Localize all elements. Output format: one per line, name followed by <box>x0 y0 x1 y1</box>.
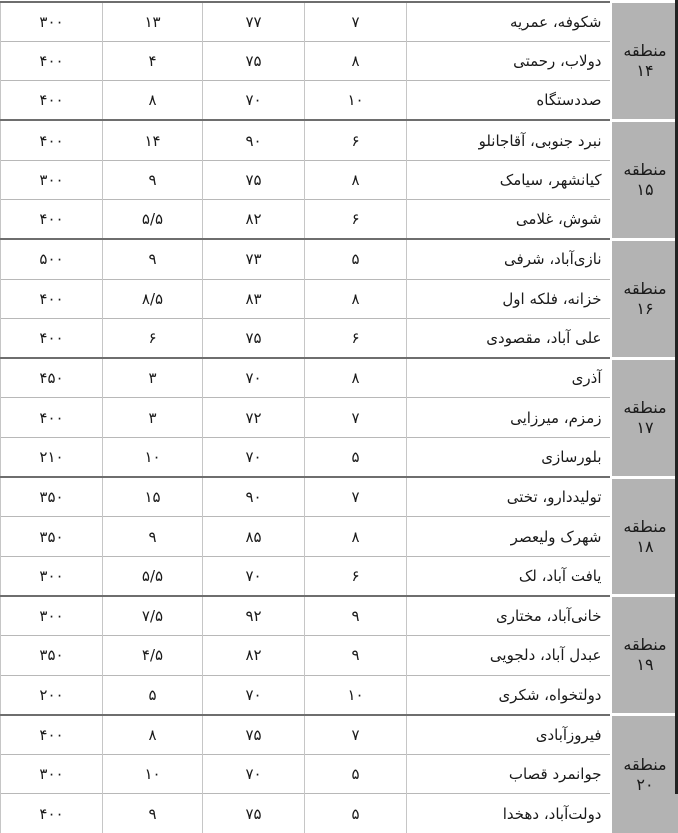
value-c2: ۸۲ <box>203 636 305 675</box>
table-row <box>1 675 678 715</box>
table-row <box>1 517 678 556</box>
value-c3: ۶ <box>103 318 203 358</box>
value-c1: ۷ <box>305 2 407 42</box>
neighborhood-name: فیروزآبادی <box>407 715 611 755</box>
neighborhood-name: یافت آباد، لک <box>407 556 611 596</box>
table-row <box>1 41 678 80</box>
value-c3: ۷/۵ <box>103 596 203 636</box>
table-row <box>1 477 678 517</box>
region-number: ۲۰ <box>612 775 678 795</box>
table-row <box>1 318 678 358</box>
value-c4: ۴۰۰ <box>1 318 103 358</box>
value-c3: ۴/۵ <box>103 636 203 675</box>
region-cell <box>611 715 678 833</box>
value-c4: ۴۰۰ <box>1 715 103 755</box>
value-c2: ۹۲ <box>203 596 305 636</box>
neighborhood-name: بلورسازی <box>407 437 611 477</box>
region-cell <box>611 477 678 596</box>
value-c4: ۴۰۰ <box>1 279 103 318</box>
neighborhood-name: عبدل آباد، دلجویی <box>407 636 611 675</box>
value-c4: ۳۵۰ <box>1 477 103 517</box>
value-c4: ۳۵۰ <box>1 636 103 675</box>
value-c2: ۷۰ <box>203 437 305 477</box>
region-number: ۱۹ <box>612 655 678 675</box>
neighborhood-name: خانی‌آباد، مختاری <box>407 596 611 636</box>
neighborhood-name: شهرک ولیعصر <box>407 517 611 556</box>
value-c1: ۶ <box>305 318 407 358</box>
value-c2: ۷۵ <box>203 318 305 358</box>
table-row <box>1 556 678 596</box>
value-c4: ۳۰۰ <box>1 2 103 42</box>
neighborhood-name: علی آباد، مقصودی <box>407 318 611 358</box>
value-c2: ۷۰ <box>203 556 305 596</box>
table-row <box>1 120 678 160</box>
value-c4: ۴۰۰ <box>1 794 103 833</box>
value-c1: ۸ <box>305 358 407 398</box>
value-c1: ۱۰ <box>305 675 407 715</box>
neighborhood-name: تولیددارو، تختی <box>407 477 611 517</box>
value-c3: ۹ <box>103 794 203 833</box>
value-c3: ۵ <box>103 675 203 715</box>
region-label: منطقه <box>612 517 678 537</box>
value-c4: ۴۰۰ <box>1 41 103 80</box>
value-c3: ۳ <box>103 358 203 398</box>
value-c4: ۴۵۰ <box>1 358 103 398</box>
value-c2: ۷۲ <box>203 398 305 437</box>
region-label: منطقه <box>612 41 678 61</box>
value-c1: ۸ <box>305 160 407 199</box>
value-c1: ۹ <box>305 636 407 675</box>
neighborhood-name: دولاب، رحمتی <box>407 41 611 80</box>
value-c2: ۹۰ <box>203 477 305 517</box>
value-c1: ۸ <box>305 517 407 556</box>
value-c2: ۷۳ <box>203 239 305 279</box>
value-c3: ۸ <box>103 81 203 121</box>
value-c3: ۸/۵ <box>103 279 203 318</box>
table-row <box>1 398 678 437</box>
neighborhood-name: شکوفه، عمریه <box>407 2 611 42</box>
table-row <box>1 160 678 199</box>
value-c3: ۱۰ <box>103 755 203 794</box>
value-c2: ۷۰ <box>203 675 305 715</box>
table-row <box>1 794 678 833</box>
value-c3: ۳ <box>103 398 203 437</box>
value-c4: ۳۵۰ <box>1 517 103 556</box>
value-c2: ۷۰ <box>203 755 305 794</box>
value-c3: ۸ <box>103 715 203 755</box>
region-number: ۱۴ <box>612 61 678 81</box>
neighborhood-name: دولت‌آباد، دهخدا <box>407 794 611 833</box>
value-c2: ۷۰ <box>203 81 305 121</box>
value-c4: ۵۰۰ <box>1 239 103 279</box>
table-row <box>1 636 678 675</box>
value-c3: ۱۳ <box>103 2 203 42</box>
value-c4: ۲۱۰ <box>1 437 103 477</box>
region-cell <box>611 239 678 358</box>
value-c3: ۹ <box>103 517 203 556</box>
value-c1: ۵ <box>305 437 407 477</box>
region-cell <box>611 2 678 121</box>
value-c3: ۵/۵ <box>103 556 203 596</box>
value-c4: ۴۰۰ <box>1 81 103 121</box>
neighborhood-name: نبرد جنوبی، آقاجانلو <box>407 120 611 160</box>
neighborhood-name: نازی‌آباد، شرفی <box>407 239 611 279</box>
value-c2: ۷۵ <box>203 794 305 833</box>
value-c2: ۷۵ <box>203 160 305 199</box>
value-c3: ۹ <box>103 160 203 199</box>
value-c2: ۸۲ <box>203 199 305 239</box>
neighborhood-name: کیانشهر، سیامک <box>407 160 611 199</box>
value-c2: ۹۰ <box>203 120 305 160</box>
table-row <box>1 81 678 121</box>
neighborhood-name: جوانمرد قصاب <box>407 755 611 794</box>
region-number: ۱۶ <box>612 299 678 319</box>
value-c1: ۷ <box>305 715 407 755</box>
value-c1: ۶ <box>305 199 407 239</box>
value-c1: ۱۰ <box>305 81 407 121</box>
table-row <box>1 199 678 239</box>
value-c1: ۵ <box>305 755 407 794</box>
neighborhood-name: آذری <box>407 358 611 398</box>
region-number: ۱۸ <box>612 537 678 557</box>
table-row <box>1 358 678 398</box>
value-c1: ۷ <box>305 477 407 517</box>
neighborhood-name: خزانه، فلکه اول <box>407 279 611 318</box>
value-c1: ۷ <box>305 398 407 437</box>
value-c2: ۷۵ <box>203 715 305 755</box>
value-c1: ۶ <box>305 556 407 596</box>
table-row <box>1 279 678 318</box>
value-c3: ۵/۵ <box>103 199 203 239</box>
region-label: منطقه <box>612 279 678 299</box>
neighborhood-name: زمزم، میرزایی <box>407 398 611 437</box>
region-label: منطقه <box>612 160 678 180</box>
table-row <box>1 437 678 477</box>
region-label: منطقه <box>612 635 678 655</box>
value-c1: ۵ <box>305 239 407 279</box>
value-c2: ۸۵ <box>203 517 305 556</box>
value-c4: ۳۰۰ <box>1 556 103 596</box>
table-row <box>1 755 678 794</box>
value-c4: ۳۰۰ <box>1 755 103 794</box>
value-c1: ۶ <box>305 120 407 160</box>
region-number: ۱۵ <box>612 180 678 200</box>
value-c2: ۷۰ <box>203 358 305 398</box>
value-c4: ۴۰۰ <box>1 398 103 437</box>
region-cell <box>611 358 678 477</box>
table-row <box>1 715 678 755</box>
value-c4: ۳۰۰ <box>1 160 103 199</box>
value-c4: ۴۰۰ <box>1 199 103 239</box>
table-row <box>1 596 678 636</box>
region-label: منطقه <box>612 398 678 418</box>
value-c3: ۱۰ <box>103 437 203 477</box>
value-c1: ۵ <box>305 794 407 833</box>
neighborhood-name: صددستگاه <box>407 81 611 121</box>
region-cell <box>611 596 678 715</box>
value-c3: ۹ <box>103 239 203 279</box>
value-c2: ۷۵ <box>203 41 305 80</box>
value-c3: ۱۴ <box>103 120 203 160</box>
value-c4: ۳۰۰ <box>1 596 103 636</box>
value-c1: ۸ <box>305 41 407 80</box>
value-c4: ۴۰۰ <box>1 120 103 160</box>
value-c1: ۸ <box>305 279 407 318</box>
neighborhood-name: دولتخواه، شکری <box>407 675 611 715</box>
value-c3: ۴ <box>103 41 203 80</box>
table-body <box>1 2 678 833</box>
region-cell <box>611 120 678 239</box>
value-c3: ۱۵ <box>103 477 203 517</box>
value-c2: ۷۷ <box>203 2 305 42</box>
table-row <box>1 239 678 279</box>
region-label: منطقه <box>612 755 678 775</box>
value-c1: ۹ <box>305 596 407 636</box>
table-row <box>1 2 678 42</box>
neighborhood-name: شوش، غلامی <box>407 199 611 239</box>
value-c2: ۸۳ <box>203 279 305 318</box>
region-number: ۱۷ <box>612 418 678 438</box>
value-c4: ۲۰۰ <box>1 675 103 715</box>
